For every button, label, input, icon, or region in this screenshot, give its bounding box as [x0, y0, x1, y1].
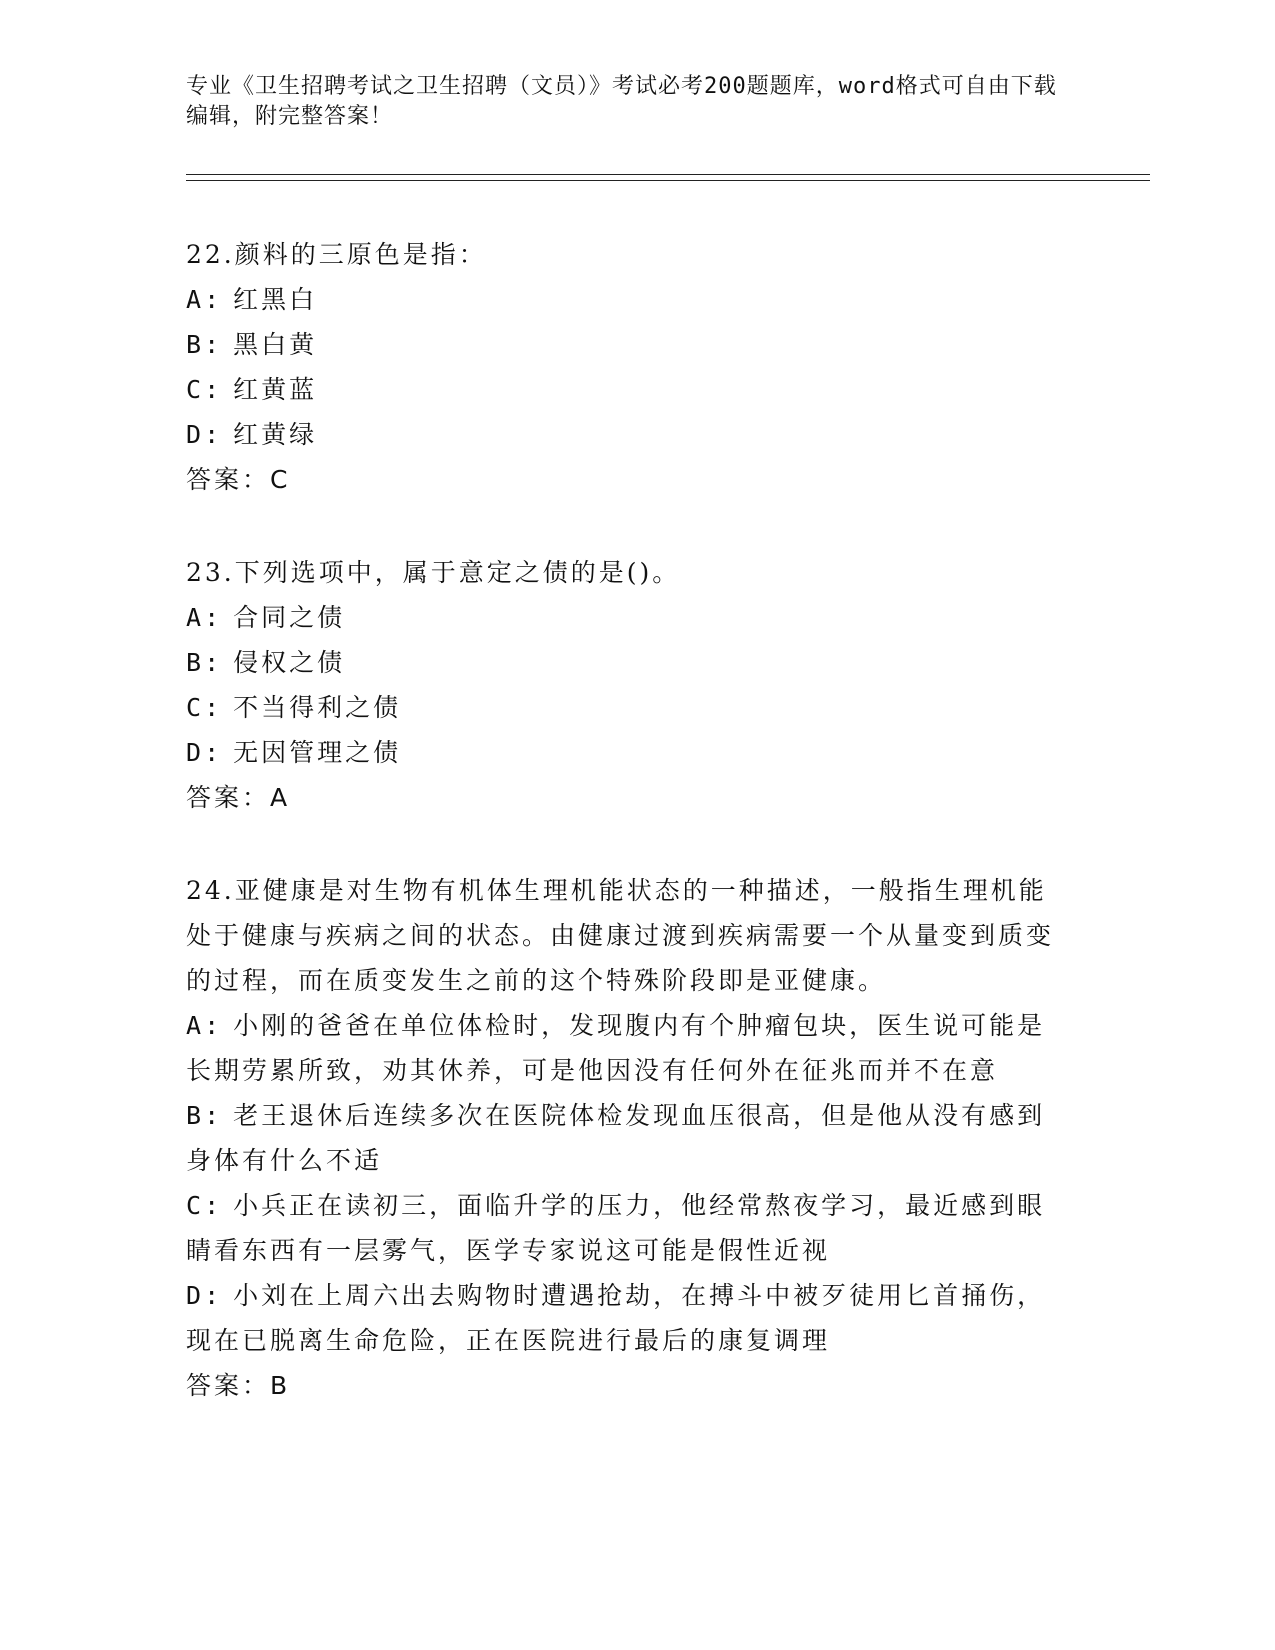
- option-key: C: [186, 375, 205, 404]
- option-c: [186, 1183, 1066, 1273]
- question-stem: 23.下列选项中，属于意定之债的是()。: [186, 558, 681, 587]
- option-text: 小兵正在读初三，面临升学的压力，他经常熬夜学习，最近感到眼睛看东西有一层雾气，医学专家说这可能是假性近视: [186, 1191, 1046, 1265]
- answer-line: 答案：C: [186, 465, 291, 494]
- option-a: [186, 277, 1066, 322]
- option-text: 红黄蓝: [233, 375, 318, 404]
- question-24: [186, 868, 1066, 1408]
- option-sep: :: [204, 693, 223, 722]
- option-key: A: [186, 1011, 205, 1040]
- option-b: [186, 1093, 1066, 1183]
- question-22: [186, 232, 1066, 502]
- option-key: D: [186, 738, 205, 767]
- answer-line: 答案：B: [186, 1371, 291, 1400]
- option-sep: :: [204, 648, 223, 677]
- option-sep: :: [204, 1101, 223, 1130]
- option-key: C: [186, 693, 205, 722]
- option-text: 红黑白: [233, 285, 318, 314]
- option-sep: :: [204, 1281, 223, 1310]
- option-key: D: [186, 420, 205, 449]
- option-key: C: [186, 1191, 205, 1220]
- header-text: 专业《卫生招聘考试之卫生招聘（文员）》考试必考200题题库，word格式可自由下载编辑，附完整答案！: [186, 74, 1057, 129]
- option-text: 无因管理之债: [233, 738, 402, 767]
- option-sep: :: [204, 375, 223, 404]
- option-sep: :: [204, 330, 223, 359]
- option-text: 合同之债: [233, 603, 346, 632]
- option-key: B: [186, 1101, 205, 1130]
- option-sep: :: [204, 1011, 223, 1040]
- option-d: [186, 412, 1066, 457]
- option-key: B: [186, 330, 205, 359]
- header-divider-bottom: [186, 180, 1150, 181]
- document-header: [186, 72, 1066, 132]
- option-key: A: [186, 603, 205, 632]
- option-sep: :: [204, 738, 223, 767]
- option-d: [186, 730, 1066, 775]
- header-divider-top: [186, 174, 1150, 175]
- option-text: 老王退休后连续多次在医院体检发现血压很高，但是他从没有感到身体有什么不适: [186, 1101, 1046, 1175]
- option-text: 侵权之债: [233, 648, 346, 677]
- question-stem: 22.颜料的三原色是指：: [186, 240, 487, 269]
- option-sep: :: [204, 285, 223, 314]
- option-c: [186, 367, 1066, 412]
- option-text: 小刚的爸爸在单位体检时，发现腹内有个肿瘤包块，医生说可能是长期劳累所致，劝其休养，可是他因没有任何外在征兆而并不在意: [186, 1011, 1046, 1085]
- option-sep: :: [204, 603, 223, 632]
- question-23: [186, 550, 1066, 820]
- answer-line: 答案：A: [186, 783, 291, 812]
- option-a: [186, 595, 1066, 640]
- option-c: [186, 685, 1066, 730]
- option-a: [186, 1003, 1066, 1093]
- option-b: [186, 322, 1066, 367]
- option-sep: :: [204, 420, 223, 449]
- option-text: 红黄绿: [233, 420, 318, 449]
- option-d: [186, 1273, 1066, 1363]
- option-text: 黑白黄: [233, 330, 318, 359]
- option-sep: :: [204, 1191, 223, 1220]
- option-key: D: [186, 1281, 205, 1310]
- option-text: 小刘在上周六出去购物时遭遇抢劫，在搏斗中被歹徒用匕首捅伤，现在已脱离生命危险，正在医院进行最后的康复调理: [186, 1281, 1046, 1355]
- option-text: 不当得利之债: [233, 693, 402, 722]
- option-b: [186, 640, 1066, 685]
- question-stem: 24.亚健康是对生物有机体生理机能状态的一种描述，一般指生理机能处于健康与疾病之间的状态。由健康过渡到疾病需要一个从量变到质变的过程，而在质变发生之前的这个特殊阶段即是亚健康。: [186, 876, 1055, 995]
- option-key: B: [186, 648, 205, 677]
- option-key: A: [186, 285, 205, 314]
